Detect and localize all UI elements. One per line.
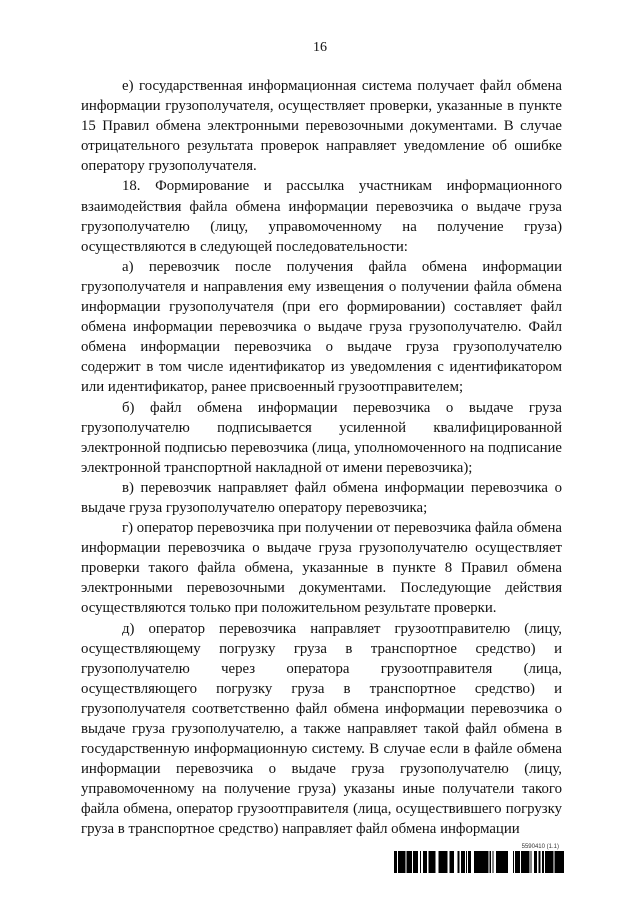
barcode-bar (548, 851, 550, 873)
barcode-bar (411, 851, 413, 873)
barcode-bar (521, 851, 522, 873)
barcode-bar (499, 851, 500, 873)
paragraph-b: б) файл обмена информации перевозчика о выдаче груза грузополучателю подписывается усиленной квалифицированной электронной подписью перевозчика (лица, уполномоченного на подписание электронной транспортной накладной от имени перевозчика); (81, 399, 562, 476)
barcode-bar (420, 851, 421, 873)
barcode-bar (564, 851, 565, 873)
barcode-bar (462, 851, 463, 873)
barcode-image (394, 851, 564, 873)
barcode-bar (452, 851, 454, 873)
barcode-bar (560, 851, 561, 873)
barcode-bar (469, 851, 470, 873)
barcode-bar (507, 851, 508, 873)
barcode-bar (513, 851, 514, 873)
barcode-bar (486, 851, 488, 873)
paragraph-g: г) оператор перевозчика при получении от перевозчика файла обмена информации перевозчика о выдаче груза грузополучателю осуществляет проверки такого файла обмена, указанные в пункте 8 Правил обмена электронными перевозочными документами. Последующие действия осуществляются только при положительном результате проверки. (81, 520, 562, 617)
barcode-bar (561, 851, 562, 873)
barcode-bar (490, 851, 492, 873)
barcode-bar (556, 851, 558, 873)
barcode-bar (446, 851, 448, 873)
barcode-bar (518, 851, 519, 873)
barcode-bar (444, 851, 446, 873)
barcode-bar (398, 851, 400, 873)
barcode-bar (550, 851, 552, 873)
barcode-bar (433, 851, 434, 873)
barcode-bar (442, 851, 444, 873)
barcode-bar (542, 851, 544, 873)
barcode-bar (458, 851, 459, 873)
barcode-bar (440, 851, 441, 873)
barcode-bar (536, 851, 537, 873)
barcode-bar (480, 851, 481, 873)
barcode-bar (395, 851, 396, 873)
barcode-bar (477, 851, 479, 873)
barcode-bar (434, 851, 436, 873)
paragraph-e: е) государственная информационная система получает файл обмена информации грузополучателя, осуществляет проверки, указанные в пункте 15 Правил обмена электронными перевозочными документами. В случае отрицательного результата проверок направляет уведомление об ошибке оператору грузополучателя. (81, 78, 562, 175)
barcode-bar (396, 851, 397, 873)
barcode-bar (547, 851, 548, 873)
barcode-bar (531, 851, 532, 873)
barcode-bar (429, 851, 430, 873)
paragraph-18: 18. Формирование и рассылка участникам информационного взаимодействия файла обмена информации перевозчика о выдаче груза грузополучателю (лицу, управомоченному на получение груза) осуществляются в следующей последовательности: (81, 178, 562, 255)
barcode-bar (468, 851, 469, 873)
barcode-bar (539, 851, 540, 873)
barcode-bar (519, 851, 520, 873)
barcode-bar (461, 851, 462, 873)
barcode-bar (517, 851, 518, 873)
paragraph-d: д) оператор перевозчика направляет грузоотправителю (лицу, осуществляющему погрузку груза в транспортное средство) и грузополучателю через оператора грузоотправителя (лица, осуществляющего погрузку груза в транспортное средство) и грузополучателя соответственно файл обмена информации перевозчика о выдаче груза грузополучателю, а также направляет такой файл обмена в государственную информационную систему. В случае если в файле обмена информации перевозчика о выдаче груза грузополучателю (лицу, управомоченному на получение груза) указаны иные получатели такого файла обмена, оператор грузоотправителя (лица, осуществившего погрузку груза в транспортное средство) направляет файл обмена информации (81, 620, 562, 838)
barcode-bar (562, 851, 564, 873)
barcode-bar (525, 851, 526, 873)
barcode-bar (558, 851, 560, 873)
barcode-bar (504, 851, 506, 873)
paragraph-a: а) перевозчик после получения файла обмена информации грузополучателя и направления ему извещения о получении файла обмена информации грузополучателя (при его формировании) составляет файл обмена информации перевозчика о выдаче груза грузополучателю. Файл обмена информации перевозчика о выдаче груза грузополучателю содержит в том числе идентификатор из уведомления с идентификатором или идентификатор, ранее присвоенный грузоотправителем; (81, 258, 562, 396)
barcode-bar (425, 851, 426, 873)
barcode-bar (522, 851, 524, 873)
barcode-bar (496, 851, 498, 873)
barcode-bar (515, 851, 517, 873)
barcode-bar (482, 851, 484, 873)
barcode-bar (416, 851, 418, 873)
barcode-bar (474, 851, 476, 873)
barcode-bar (441, 851, 442, 873)
barcode-bar (481, 851, 482, 873)
barcode-bar (394, 851, 395, 873)
barcode-bar (506, 851, 508, 873)
barcode-bar (528, 851, 530, 873)
barcode-bar (470, 851, 471, 873)
barcode-bar (493, 851, 494, 873)
barcode-bar (551, 851, 553, 873)
barcode-bar (414, 851, 416, 873)
barcode-bar (403, 851, 405, 873)
barcode-bar (498, 851, 500, 873)
barcode-bar (463, 851, 464, 873)
barcode-bar (464, 851, 465, 873)
barcode-bar (484, 851, 486, 873)
document-body (81, 76, 562, 840)
barcode-bar (413, 851, 414, 873)
barcode-bar (502, 851, 504, 873)
barcode-bar (430, 851, 431, 873)
paragraph-v: в) перевозчик направляет файл обмена информации перевозчика о выдаче груза грузополучателю оператору перевозчика; (81, 479, 562, 516)
barcode-bar (405, 851, 406, 873)
barcode-bar (423, 851, 425, 873)
barcode-bar (402, 851, 403, 873)
barcode-bar (450, 851, 452, 873)
barcode-bar (426, 851, 427, 873)
page-number: 16 (313, 40, 327, 55)
barcode-bar (407, 851, 409, 873)
barcode-bar (476, 851, 477, 873)
barcode-bar (500, 851, 502, 873)
barcode-bar (526, 851, 528, 873)
document-code: 5590410 (1.1) (521, 844, 559, 850)
barcode-bar (545, 851, 547, 873)
barcode-bar (459, 851, 460, 873)
barcode-bar (400, 851, 402, 873)
barcode-bar (431, 851, 433, 873)
barcode-bar (553, 851, 554, 873)
barcode-bar (555, 851, 557, 873)
barcode-bar (483, 851, 484, 873)
barcode-bar (524, 851, 525, 873)
barcode-bar (479, 851, 480, 873)
barcode-bar (409, 851, 411, 873)
barcode-bar (534, 851, 536, 873)
barcode-bar (453, 851, 454, 873)
barcode-bar (466, 851, 467, 873)
barcode-bar (487, 851, 489, 873)
barcode-bar (439, 851, 441, 873)
barcode-bar (540, 851, 541, 873)
